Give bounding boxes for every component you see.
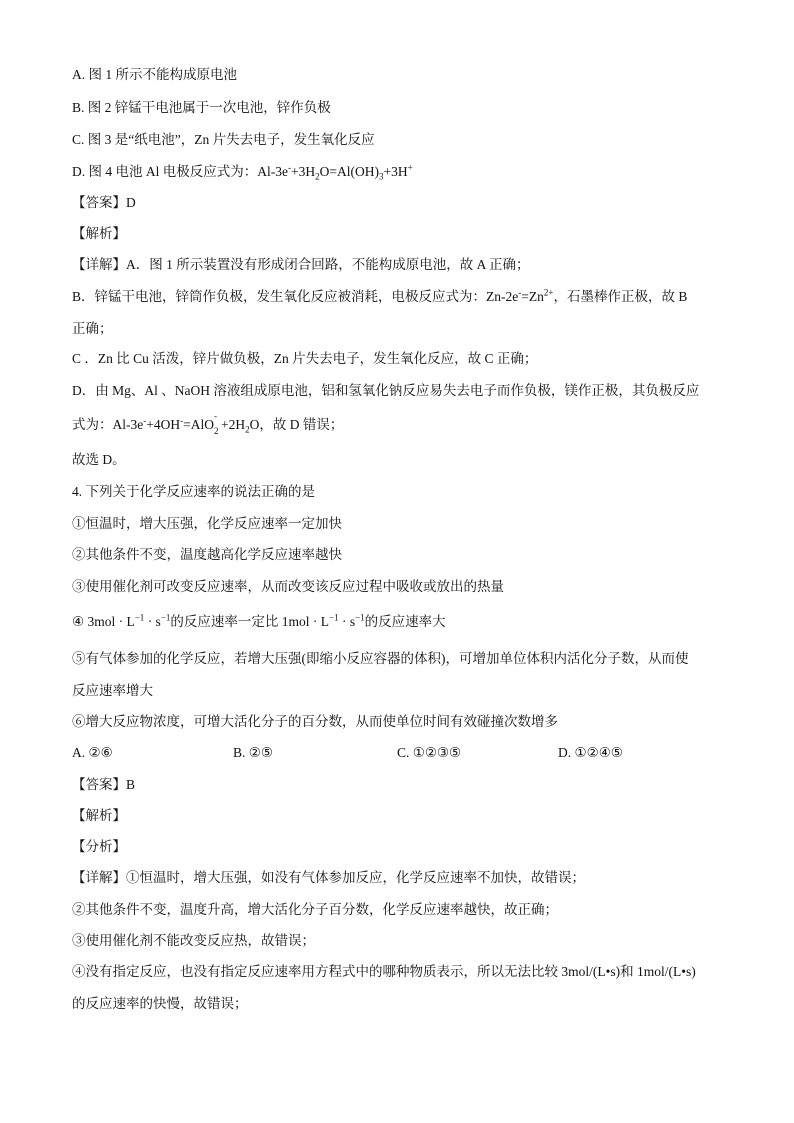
q4-statement-6: ⑥增大反应物浓度，可增大活化分子的百分数，从而使单位时间有效碰撞次数增多 bbox=[72, 714, 558, 729]
q4-detail-line1: 【详解】①恒温时，增大压强，如没有气体参加反应，化学反应速率不加快，故错误； bbox=[72, 870, 585, 885]
q4-option-b: B. ②⑤ bbox=[233, 745, 273, 760]
q4-statement-2: ②其他条件不变，温度越高化学反应速率越快 bbox=[72, 547, 342, 562]
q3-option-d-text: D. 图 4 电池 Al 电极反应式为：Al-3e bbox=[72, 164, 288, 179]
q4-option-a: A. ②⑥ bbox=[72, 745, 113, 760]
q3-detail-d2-text: +4OH bbox=[146, 417, 181, 432]
q3-option-d bbox=[72, 163, 413, 181]
q4-answer: 【答案】B bbox=[72, 777, 136, 792]
q4-option-c: C. ①②③⑤ bbox=[397, 745, 462, 760]
q3-detail-d2-sup: - bbox=[143, 415, 147, 426]
q3-analysis-title: 【解析】 bbox=[72, 226, 126, 241]
q4-detail-line2: ②其他条件不变，温度升高，增大活化分子百分数，化学反应速率越快，故正确； bbox=[72, 902, 558, 917]
q3-option-d-sub: 3 bbox=[378, 171, 384, 182]
q3-detail-d2-sub: 2 bbox=[245, 424, 250, 435]
q3-option-b: B. 图 2 锌锰干电池属于一次电池，锌作负极 bbox=[72, 100, 331, 115]
q3-detail-line1: 【详解】A．图 1 所示装置没有形成闭合回路，不能构成原电池，故 A 正确； bbox=[72, 257, 530, 272]
q3-detail-d2: 式为：Al-3e-+4OH-=AlO - 2 $+2H_2O$，故 D 错误； bbox=[72, 411, 344, 436]
q3-option-d-text: +3H bbox=[383, 164, 408, 179]
q4-statement-4-sup: −1 bbox=[355, 612, 365, 623]
q3-option-c: C. 图 3 是“纸电池”，Zn 片失去电子，发生氧化反应 bbox=[72, 132, 375, 147]
q3-detail-d2-text: 式为：Al-3e bbox=[72, 417, 144, 432]
q3-detail-d2-text: O，故 D 错误； bbox=[249, 417, 344, 432]
q3-detail-b-cont: 正确； bbox=[72, 321, 113, 336]
q3-option-d-sub: 2 bbox=[315, 171, 320, 182]
q4-statement-4-text: · s bbox=[338, 614, 356, 629]
q4-statement-3: ③使用催化剂可改变反应速率，从而改变该反应过程中吸收或放出的热量 bbox=[72, 579, 504, 594]
q3-detail-b-sup: - bbox=[518, 287, 522, 298]
q4-statement-4-text: 的反应速率大 bbox=[364, 614, 446, 629]
q4-statement-4-sup: −1 bbox=[329, 612, 339, 623]
q3-detail-d2-text: = bbox=[183, 417, 191, 432]
q3-option-d-text: +3H bbox=[291, 164, 316, 179]
q3-detail-b bbox=[72, 288, 687, 306]
q4-statement-4-text: ④ 3mol · L bbox=[72, 614, 135, 629]
q3-answer: 【答案】D bbox=[72, 195, 136, 210]
q4-detail-line3: ③使用催化剂不能改变反应热，故错误； bbox=[72, 933, 315, 948]
q3-option-d-sup: - bbox=[288, 162, 291, 173]
q4-statement-4-text: · s bbox=[144, 614, 161, 629]
q4-statement-4-sup: −1 bbox=[160, 612, 171, 623]
q4-option-d: D. ①②④⑤ bbox=[558, 745, 623, 760]
q3-detail-b-text: ，石墨棒作正极，故 B bbox=[553, 289, 688, 304]
q4-statement-5-line2: 反应速率增大 bbox=[72, 683, 153, 698]
q3-detail-d2-text: +2H bbox=[221, 417, 246, 432]
q4-detail-line4: ④没有指定反应，也没有指定反应速率用方程式中的哪种物质表示，所以无法比较 3mol/(L•s)和 1mol/(L•s) bbox=[72, 964, 696, 979]
q4-stem: 4. 下列关于化学反应速率的说法正确的是 bbox=[72, 484, 315, 499]
q4-statement-4-sup: −1 bbox=[134, 612, 145, 623]
q4-statement-4-text: 的反应速率一定比 1mol · L bbox=[170, 614, 330, 629]
q4-statement-5-line1: ⑤有气体参加的化学反应，若增大压强(即缩小反应容器的体积)，可增加单位体积内活化分子数，从而使 bbox=[72, 651, 689, 666]
q3-detail-d2-formula: AlO bbox=[190, 417, 214, 432]
q3-option-d-sup: + bbox=[407, 162, 413, 173]
q3-option-d-text: O=Al(OH) bbox=[319, 164, 379, 179]
q4-statement-4 bbox=[72, 613, 446, 631]
q3-conclusion: 故选 D。 bbox=[72, 452, 126, 467]
q4-fenxi: 【分析】 bbox=[72, 839, 126, 854]
q4-analysis-title: 【解析】 bbox=[72, 808, 126, 823]
q3-detail-d2-sup: - bbox=[180, 415, 184, 426]
q3-detail-b-text: B．锌锰干电池，锌筒作负极，发生氧化反应被消耗，电极反应式为：Zn-2e bbox=[72, 289, 519, 304]
q3-detail-d1: D．由 Mg、Al 、NaOH 溶液组成原电池，铝和氢氧化钠反应易失去电子而作负极，镁作正极，其负极反应 bbox=[72, 383, 700, 398]
q3-detail-b-text: =Zn bbox=[521, 289, 544, 304]
q3-option-a: A. 图 1 所示不能构成原电池 bbox=[72, 67, 237, 82]
q4-detail-line5: 的反应速率的快慢，故错误； bbox=[72, 996, 248, 1011]
q3-detail-c: C ．Zn 比 Cu 活泼，锌片做负极，Zn 片失去电子，发生氧化反应，故 C 正确； bbox=[72, 351, 538, 366]
q3-detail-b-sup: 2+ bbox=[543, 287, 554, 298]
q4-statement-1: ①恒温时，增大压强，化学反应速率一定加快 bbox=[72, 516, 342, 531]
